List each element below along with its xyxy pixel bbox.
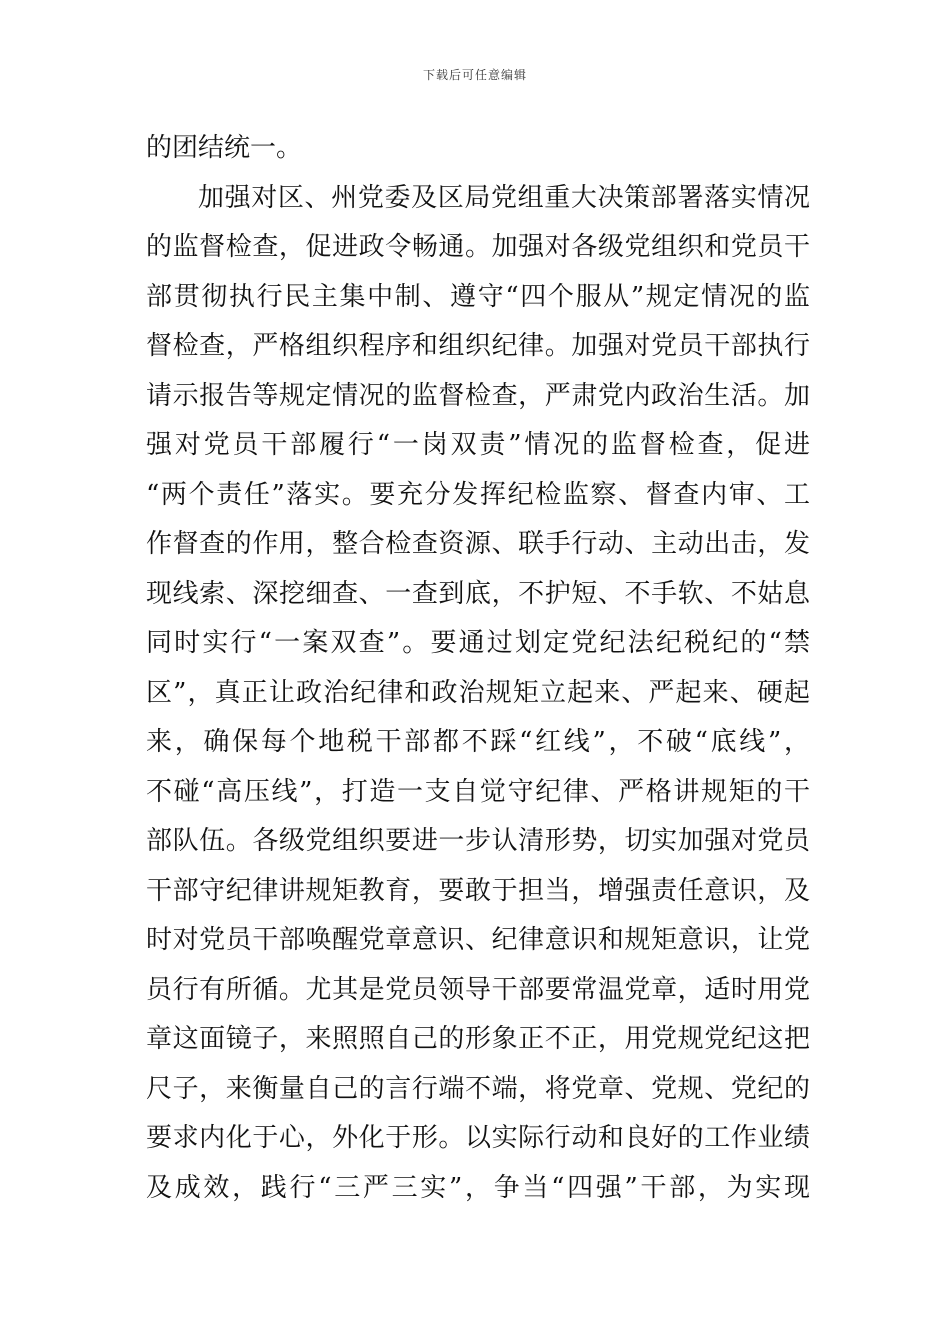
text-line: 督检查，严格组织程序和组织纪律。加强对党员干部执行 — [146, 331, 810, 361]
text-line: 章这面镜子，来照照自己的形象正不正，用党规党纪这把 — [146, 1024, 810, 1054]
text-line: 强对党员干部履行“一岗双责”情况的监督检查，促进 — [146, 430, 810, 460]
text-line: 部队伍。各级党组织要进一步认清形势，切实加强对党员 — [146, 826, 810, 856]
text-line: 不碰“高压线”，打造一支自觉守纪律、严格讲规矩的干 — [146, 776, 810, 807]
text-line: 员行有所循。尤其是党员领导干部要常温党章，适时用党 — [146, 974, 810, 1005]
text-line: “两个责任”落实。要充分发挥纪检监察、督查内审、工 — [146, 479, 810, 510]
paragraph-first-line: 加强对区、州党委及区局党组重大决策部署落实情况 — [198, 182, 810, 213]
text-line: 的团结统一。 — [146, 133, 303, 163]
document-body — [146, 124, 810, 1213]
text-line: 同时实行“一案双查”。要通过划定党纪法纪税纪的“禁 — [146, 628, 810, 658]
text-line: 时对党员干部唤醒党章意识、纪律意识和规矩意识，让党 — [146, 925, 810, 955]
page-header: 下载后可任意编辑 — [422, 68, 527, 82]
text-line: 要求内化于心，外化于形。以实际行动和良好的工作业绩 — [146, 1123, 810, 1153]
text-line: 现线索、深挖细查、一查到底，不护短、不手软、不姑息 — [146, 578, 810, 609]
text-line: 部贯彻执行民主集中制、遵守“四个服从”规定情况的监 — [146, 281, 810, 312]
text-line: 请示报告等规定情况的监督检查，严肃党内政治生活。加 — [146, 380, 810, 411]
text-line: 区”，真正让政治纪律和政治规矩立起来、严起来、硬起 — [146, 677, 810, 708]
text-line: 来，确保每个地税干部都不踩“红线”，不破“底线”， — [146, 727, 810, 757]
text-line: 干部守纪律讲规矩教育，要敢于担当，增强责任意识，及 — [146, 875, 810, 906]
text-line: 的监督检查，促进政令畅通。加强对各级党组织和党员干 — [146, 232, 810, 262]
text-line: 及成效，践行“三严三实”，争当“四强”干部，为实现 — [146, 1172, 810, 1203]
text-line: 作督查的作用，整合检查资源、联手行动、主动出击，发 — [146, 529, 810, 559]
text-line: 尺子，来衡量自己的言行端不端，将党章、党规、党纪的 — [146, 1073, 810, 1104]
